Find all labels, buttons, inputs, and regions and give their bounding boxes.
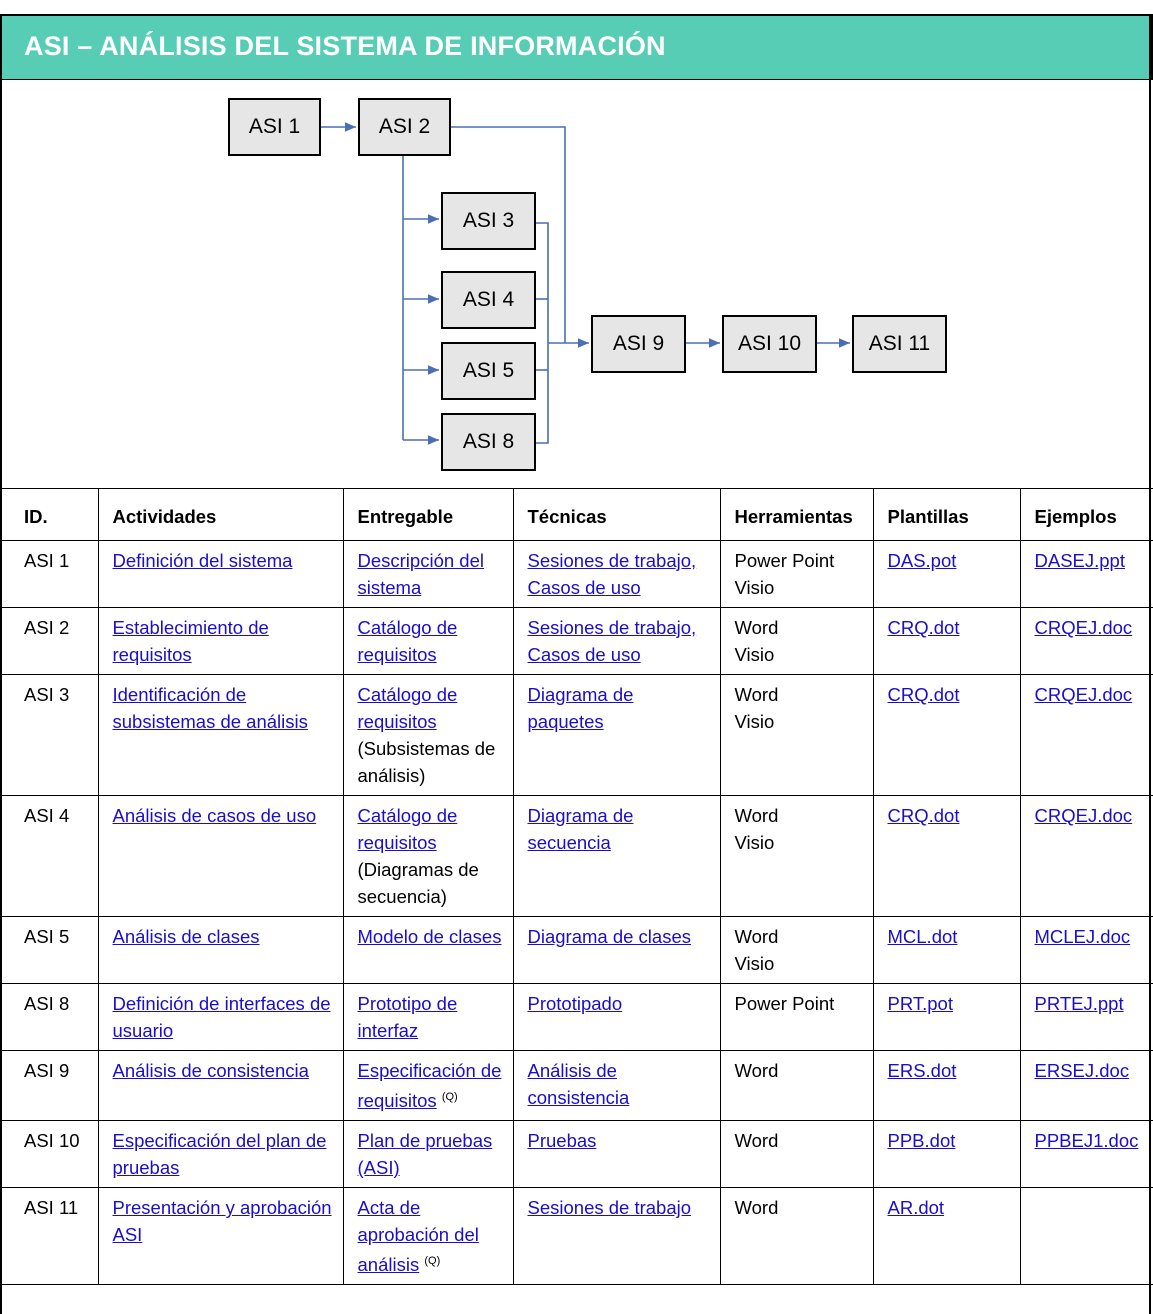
deliverable-link[interactable]: Acta de aprobación del análisis — [357, 1197, 479, 1276]
technique-link[interactable]: Sesiones de trabajo, Casos de uso — [527, 617, 697, 665]
deliverable-link[interactable]: Descripción del sistema — [357, 550, 484, 598]
tools-text: Word Visio — [734, 805, 779, 853]
deliverable-link[interactable]: Especificación de requisitos — [357, 1060, 502, 1112]
template-link[interactable]: PRT.pot — [887, 993, 953, 1014]
section-title: ASI – ANÁLISIS DEL SISTEMA DE INFORMACIÓN — [24, 31, 666, 61]
col-header-plantillas: Plantillas — [873, 489, 1020, 541]
tools-text: Word Visio — [734, 617, 779, 665]
deliverable-note: (Diagramas de secuencia) — [357, 859, 479, 907]
col-header-entregable: Entregable — [343, 489, 513, 541]
table-row — [1, 984, 1153, 1051]
activity-link[interactable]: Análisis de consistencia — [112, 1060, 309, 1081]
cell-id — [1, 917, 98, 984]
cell-plantilla — [873, 675, 1020, 796]
flow-node-asi11: ASI 11 — [852, 315, 947, 373]
tools-text: Power Point — [734, 993, 835, 1014]
cell-tecnicas — [513, 984, 720, 1051]
cell-ejemplo — [1020, 1188, 1153, 1285]
cell-herramientas — [720, 984, 873, 1051]
table-row — [1, 1188, 1153, 1285]
cell-entregable — [343, 675, 513, 796]
col-header-herramientas: Herramientas — [720, 489, 873, 541]
cell-ejemplo — [1020, 541, 1153, 608]
col-header-tecnicas: Técnicas — [513, 489, 720, 541]
cell-ejemplo — [1020, 984, 1153, 1051]
technique-link[interactable]: Sesiones de trabajo — [527, 1197, 692, 1219]
technique-link[interactable]: Prototipado — [527, 993, 623, 1014]
cell-actividad — [98, 675, 343, 796]
flow-node-asi3: ASI 3 — [441, 192, 536, 250]
cell-actividad — [98, 1188, 343, 1285]
activity-id: ASI 8 — [24, 993, 70, 1014]
cell-actividad — [98, 541, 343, 608]
example-link[interactable]: PPBEJ1.doc — [1034, 1130, 1139, 1152]
example-link[interactable]: MCLEJ.doc — [1034, 926, 1131, 947]
activity-id: ASI 3 — [24, 684, 70, 705]
flow-node-asi9: ASI 9 — [591, 315, 686, 373]
deliverable-link[interactable]: Catálogo de requisitos — [357, 805, 458, 853]
cell-plantilla — [873, 608, 1020, 675]
template-link[interactable]: CRQ.dot — [887, 805, 960, 826]
cell-entregable — [343, 917, 513, 984]
cell-tecnicas — [513, 796, 720, 917]
cell-ejemplo — [1020, 1121, 1153, 1188]
col-header-ejemplos: Ejemplos — [1020, 489, 1153, 541]
flow-connectors — [0, 80, 1153, 488]
cell-actividad — [98, 796, 343, 917]
flow-node-asi10: ASI 10 — [722, 315, 817, 373]
tools-text: Word Visio — [734, 926, 779, 974]
deliverable-quality-mark: (Q) — [441, 1091, 458, 1103]
tools-text: Power Point Visio — [734, 550, 835, 598]
template-link[interactable]: DAS.pot — [887, 550, 957, 571]
cell-tecnicas — [513, 1188, 720, 1285]
cell-entregable — [343, 1188, 513, 1285]
cell-id — [1, 1051, 98, 1121]
table-row — [1, 608, 1153, 675]
flow-node-asi8: ASI 8 — [441, 413, 536, 471]
tools-text: Word — [734, 1197, 779, 1219]
deliverable-link[interactable]: Catálogo de requisitos — [357, 617, 458, 665]
cell-herramientas — [720, 917, 873, 984]
table-header-row — [1, 489, 1153, 541]
cell-id — [1, 796, 98, 917]
activity-id: ASI 1 — [24, 550, 70, 571]
activity-link[interactable]: Definición del sistema — [112, 550, 293, 571]
template-link[interactable]: AR.dot — [887, 1197, 945, 1219]
activity-link[interactable]: Identificación de subsistemas de análisis — [112, 684, 308, 732]
activity-id: ASI 10 — [24, 1130, 80, 1152]
cell-actividad — [98, 984, 343, 1051]
cell-ejemplo — [1020, 675, 1153, 796]
cell-id — [1, 1188, 98, 1285]
activity-id: ASI 9 — [24, 1060, 70, 1081]
table-row — [1, 1051, 1153, 1121]
cell-plantilla — [873, 796, 1020, 917]
technique-link[interactable]: Diagrama de clases — [527, 926, 691, 947]
cell-entregable — [343, 796, 513, 917]
deliverable-link[interactable]: Plan de pruebas (ASI) — [357, 1130, 493, 1179]
cell-tecnicas — [513, 1051, 720, 1121]
cell-tecnicas — [513, 608, 720, 675]
technique-link[interactable]: Diagrama de secuencia — [527, 805, 634, 853]
example-link[interactable]: DASEJ.ppt — [1034, 550, 1125, 571]
activity-link[interactable]: Establecimiento de requisitos — [112, 617, 269, 665]
template-link[interactable]: MCL.dot — [887, 926, 958, 947]
deliverable-link[interactable]: Modelo de clases — [357, 926, 502, 947]
cell-id — [1, 675, 98, 796]
activity-id: ASI 11 — [24, 1197, 79, 1219]
flow-node-asi2: ASI 2 — [358, 98, 451, 156]
cell-plantilla — [873, 1188, 1020, 1285]
cell-entregable — [343, 1121, 513, 1188]
cell-tecnicas — [513, 541, 720, 608]
cell-ejemplo — [1020, 1051, 1153, 1121]
cell-actividad — [98, 608, 343, 675]
cell-plantilla — [873, 1051, 1020, 1121]
cell-entregable — [343, 984, 513, 1051]
example-link[interactable]: CRQEJ.doc — [1034, 617, 1133, 638]
cell-tecnicas — [513, 675, 720, 796]
cell-herramientas — [720, 1051, 873, 1121]
cell-herramientas — [720, 541, 873, 608]
cell-actividad — [98, 1051, 343, 1121]
technique-link[interactable]: Diagrama de paquetes — [527, 684, 634, 732]
table-row — [1, 541, 1153, 608]
activity-link[interactable]: Análisis de casos de uso — [112, 805, 317, 826]
example-link[interactable]: CRQEJ.doc — [1034, 684, 1133, 705]
cell-tecnicas — [513, 917, 720, 984]
flow-node-asi5: ASI 5 — [441, 342, 536, 400]
cell-plantilla — [873, 917, 1020, 984]
cell-id — [1, 541, 98, 608]
activity-link[interactable]: Presentación y aprobación ASI — [112, 1197, 332, 1246]
cell-actividad — [98, 1121, 343, 1188]
cell-entregable — [343, 608, 513, 675]
technique-link[interactable]: Pruebas — [527, 1130, 597, 1152]
activity-id: ASI 4 — [24, 805, 70, 826]
table-row — [1, 796, 1153, 917]
technique-link[interactable]: Sesiones de trabajo, Casos de uso — [527, 550, 697, 598]
deliverable-quality-mark: (Q) — [424, 1255, 441, 1268]
table-row — [1, 917, 1153, 984]
cell-ejemplo — [1020, 796, 1153, 917]
activity-id: ASI 2 — [24, 617, 70, 638]
cell-ejemplo — [1020, 608, 1153, 675]
tools-text: Word — [734, 1130, 779, 1152]
cell-herramientas — [720, 675, 873, 796]
template-link[interactable]: CRQ.dot — [887, 617, 960, 638]
template-link[interactable]: PPB.dot — [887, 1130, 956, 1152]
cell-entregable — [343, 1051, 513, 1121]
cell-herramientas — [720, 608, 873, 675]
col-header-actividades: Actividades — [98, 489, 343, 541]
cell-plantilla — [873, 541, 1020, 608]
example-link[interactable]: PRTEJ.ppt — [1034, 993, 1124, 1014]
cell-id — [1, 1121, 98, 1188]
example-link[interactable]: CRQEJ.doc — [1034, 805, 1133, 826]
table-row — [1, 1121, 1153, 1188]
tools-text: Word Visio — [734, 684, 779, 732]
cell-entregable — [343, 541, 513, 608]
table-row — [1, 675, 1153, 796]
activity-id: ASI 5 — [24, 926, 70, 947]
deliverable-note: (Subsistemas de análisis) — [357, 738, 496, 786]
tools-text: Word — [734, 1060, 779, 1081]
cell-actividad — [98, 917, 343, 984]
activity-link[interactable]: Especificación del plan de pruebas — [112, 1130, 327, 1179]
cell-plantilla — [873, 1121, 1020, 1188]
cell-id — [1, 608, 98, 675]
activities-table — [0, 488, 1153, 1285]
cell-id — [1, 984, 98, 1051]
col-header-id: ID. — [1, 489, 98, 541]
technique-link[interactable]: Análisis de consistencia — [527, 1060, 630, 1108]
flow-node-asi4: ASI 4 — [441, 271, 536, 329]
deliverable-link[interactable]: Catálogo de requisitos — [357, 684, 458, 732]
activity-flow-diagram — [0, 80, 1153, 488]
template-link[interactable]: CRQ.dot — [887, 684, 960, 705]
activity-link[interactable]: Definición de interfaces de usuario — [112, 993, 331, 1041]
cell-plantilla — [873, 984, 1020, 1051]
cell-ejemplo — [1020, 917, 1153, 984]
activity-link[interactable]: Análisis de clases — [112, 926, 260, 947]
cell-herramientas — [720, 796, 873, 917]
flow-node-asi1: ASI 1 — [228, 98, 321, 156]
cell-tecnicas — [513, 1121, 720, 1188]
example-link[interactable]: ERSEJ.doc — [1034, 1060, 1130, 1081]
cell-herramientas — [720, 1188, 873, 1285]
template-link[interactable]: ERS.dot — [887, 1060, 957, 1081]
deliverable-link[interactable]: Prototipo de interfaz — [357, 993, 458, 1041]
cell-herramientas — [720, 1121, 873, 1188]
